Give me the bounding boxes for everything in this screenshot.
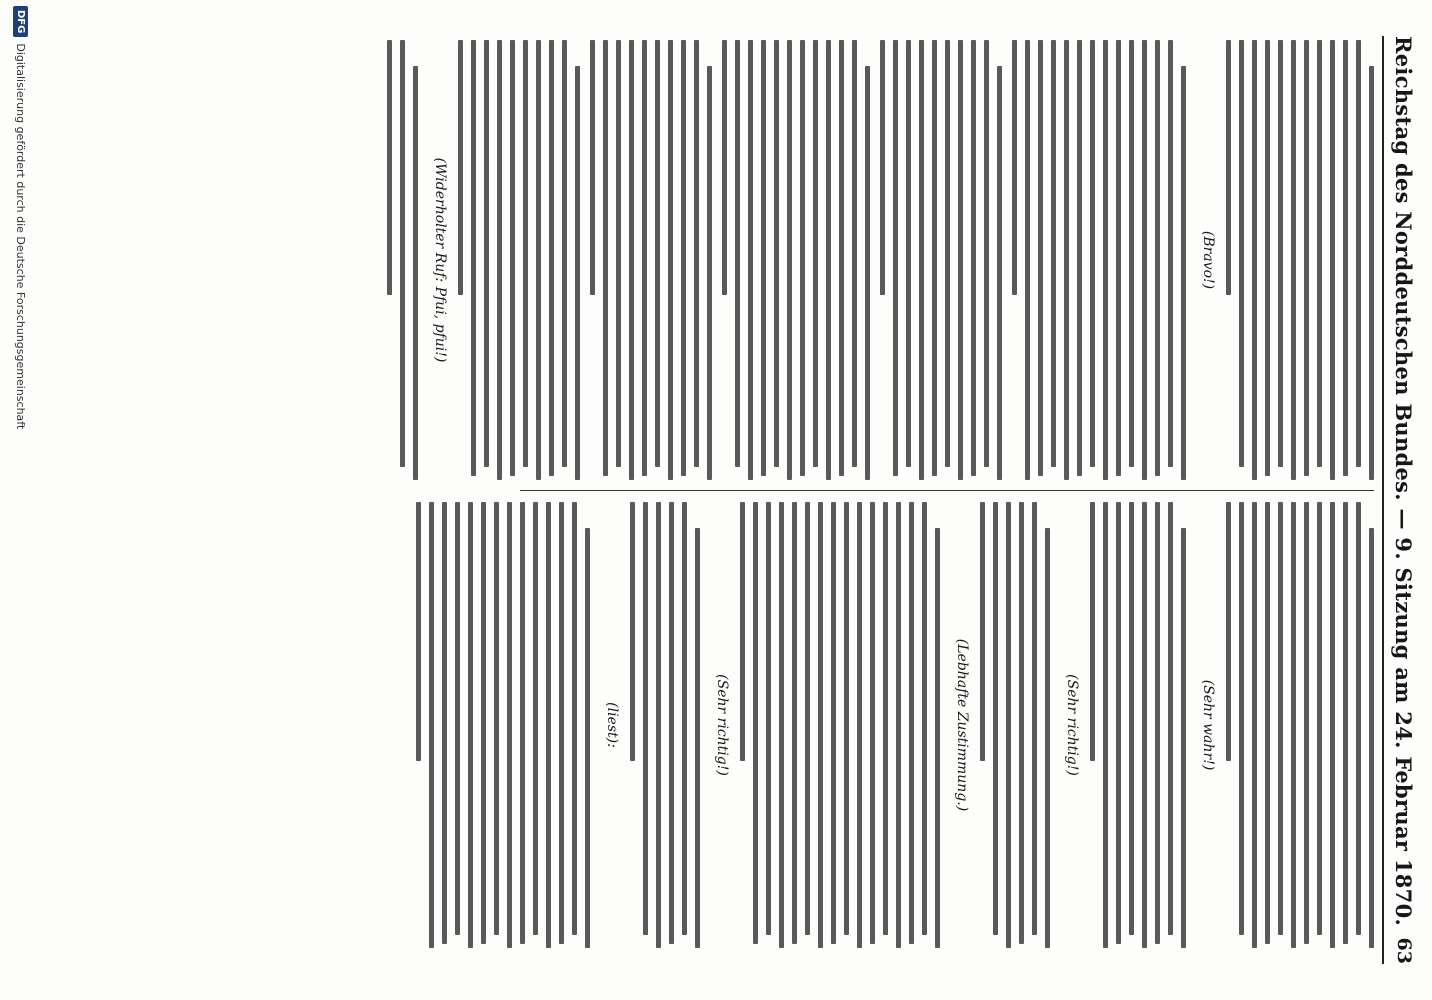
text-line: [681, 40, 686, 476]
text-line: [497, 40, 502, 480]
text-line: [603, 40, 608, 476]
text-line: [546, 502, 551, 948]
text-line: [429, 502, 434, 948]
text-line: [1265, 502, 1270, 944]
paragraph: [980, 502, 1050, 948]
text-line: [852, 40, 857, 467]
text-line: [1239, 40, 1244, 467]
text-line: [1142, 40, 1147, 480]
text-line: [787, 40, 792, 480]
text-line: [1116, 40, 1121, 476]
text-line: [1168, 40, 1173, 467]
paragraph: [416, 502, 590, 948]
text-line: [906, 40, 911, 467]
text-line: [1103, 40, 1108, 480]
stage-direction: (Bravo!): [1200, 230, 1216, 290]
text-line: [642, 40, 647, 476]
text-line: [766, 502, 771, 935]
text-line: [1278, 502, 1283, 935]
text-line: [844, 502, 849, 935]
text-line: [1317, 40, 1322, 467]
text-line: [857, 502, 862, 948]
text-line: [442, 502, 447, 944]
text-column-left: [44, 40, 1374, 480]
text-line: [839, 40, 844, 476]
text-line: [1051, 40, 1056, 467]
text-line: [1181, 528, 1186, 948]
text-line: [400, 40, 405, 467]
text-line: [1330, 40, 1335, 480]
text-line: [1265, 40, 1270, 476]
text-line: [880, 40, 885, 295]
stage-direction: (Lebhafte Zustimmung.): [954, 638, 970, 812]
text-line: [655, 40, 660, 467]
text-line: [494, 502, 499, 935]
text-line: [997, 66, 1002, 480]
text-line: [1369, 528, 1374, 948]
text-line: [774, 40, 779, 467]
text-line: [707, 66, 712, 480]
text-line: [1012, 40, 1017, 295]
paragraph: [458, 40, 580, 480]
paragraph: [1226, 40, 1374, 480]
text-line: [1064, 40, 1069, 480]
stage-direction: (Sehr richtig!): [714, 674, 730, 776]
text-line: [549, 40, 554, 476]
text-line: [1343, 40, 1348, 476]
text-line: [1116, 502, 1121, 944]
stage-direction: (liest):: [604, 702, 620, 748]
text-line: [984, 40, 989, 467]
text-line: [616, 40, 621, 467]
text-line: [694, 40, 699, 467]
digitization-credit: [8, 0, 34, 1000]
text-line: [695, 528, 700, 948]
text-line: [590, 40, 595, 295]
text-line: [458, 40, 463, 295]
text-line: [1155, 502, 1160, 944]
text-line: [958, 40, 963, 480]
text-line: [1155, 40, 1160, 476]
dfg-logo: DFG: [14, 6, 29, 37]
text-line: [1019, 502, 1024, 944]
paragraph: [1012, 40, 1186, 480]
text-line: [468, 502, 473, 948]
paragraph: [387, 40, 418, 480]
text-line: [1317, 502, 1322, 935]
text-line: [575, 66, 580, 480]
text-line: [993, 502, 998, 935]
text-line: [416, 502, 421, 761]
text-line: [935, 528, 940, 948]
text-line: [656, 502, 661, 948]
text-line: [919, 40, 924, 480]
text-line: [800, 40, 805, 476]
text-line: [507, 502, 512, 948]
paragraph: [740, 502, 940, 948]
text-line: [1330, 502, 1335, 948]
text-line: [1077, 40, 1082, 476]
text-line: [1168, 502, 1173, 935]
text-line: [896, 502, 901, 948]
text-line: [865, 66, 870, 480]
column-divider: [520, 490, 1374, 491]
running-head: [1382, 36, 1424, 964]
text-line: [1090, 502, 1095, 761]
text-line: [1278, 40, 1283, 467]
text-line: [761, 40, 766, 476]
text-line: [630, 502, 635, 761]
text-line: [971, 40, 976, 476]
text-line: [572, 502, 577, 935]
text-line: [669, 502, 674, 944]
text-line: [1226, 502, 1231, 761]
text-line: [932, 40, 937, 476]
text-line: [533, 502, 538, 935]
text-line: [826, 40, 831, 480]
paragraph: [880, 40, 1002, 480]
text-line: [753, 502, 758, 944]
text-line: [1356, 40, 1361, 467]
paragraph: [630, 502, 700, 948]
text-line: [1006, 502, 1011, 948]
text-line: [813, 40, 818, 467]
text-line: [883, 502, 888, 935]
text-line: [818, 502, 823, 948]
text-line: [740, 502, 745, 761]
text-line: [1343, 502, 1348, 944]
text-line: [481, 502, 486, 944]
text-line: [1304, 502, 1309, 944]
text-line: [1291, 502, 1296, 948]
text-line: [559, 502, 564, 944]
text-line: [455, 502, 460, 935]
text-line: [1291, 40, 1296, 480]
text-line: [1038, 40, 1043, 476]
text-line: [893, 40, 898, 476]
text-line: [831, 502, 836, 944]
text-line: [471, 40, 476, 476]
text-line: [1239, 502, 1244, 935]
text-line: [748, 40, 753, 480]
text-line: [1129, 502, 1134, 935]
paragraph: [590, 40, 712, 480]
text-line: [484, 40, 489, 467]
text-line: [523, 40, 528, 467]
text-line: [536, 40, 541, 480]
page-number: 63: [1393, 937, 1415, 964]
text-column-right: [44, 502, 1374, 948]
text-line: [1252, 502, 1257, 948]
text-line: [629, 40, 634, 480]
text-line: [909, 502, 914, 944]
text-line: [735, 40, 740, 467]
text-line: [1032, 502, 1037, 935]
paragraph: [722, 40, 870, 480]
text-line: [1356, 502, 1361, 935]
text-line: [1181, 66, 1186, 480]
text-line: [1252, 40, 1257, 480]
text-line: [792, 502, 797, 944]
paragraph: [1226, 502, 1374, 948]
credit-text: Digitalisierung gefördert durch die Deutsche Forschungsgemeinschaft: [14, 43, 28, 430]
text-line: [1090, 40, 1095, 467]
text-line: [922, 502, 927, 935]
text-line: [1369, 66, 1374, 480]
stage-direction: (Sehr richtig!): [1064, 674, 1080, 776]
text-line: [1142, 502, 1147, 948]
text-line: [520, 502, 525, 944]
text-line: [1045, 528, 1050, 948]
text-line: [643, 502, 648, 935]
stage-direction: (Widerholter Ruf: Pfui, pfui!): [432, 157, 448, 363]
text-line: [668, 40, 673, 480]
text-line: [980, 502, 985, 761]
text-line: [585, 528, 590, 948]
text-line: [1025, 40, 1030, 480]
page-title: Reichstag des Norddeutschen Bundes. — 9. Sitzung am 24. Februar 1870.: [1391, 36, 1417, 927]
text-line: [945, 40, 950, 467]
text-line: [1103, 502, 1108, 948]
text-line: [722, 40, 727, 295]
text-line: [387, 40, 392, 295]
text-line: [779, 502, 784, 948]
text-line: [1129, 40, 1134, 467]
text-line: [562, 40, 567, 467]
paragraph: [1090, 502, 1186, 948]
text-line: [510, 40, 515, 476]
text-line: [1304, 40, 1309, 476]
text-line: [870, 502, 875, 944]
text-line: [805, 502, 810, 935]
text-line: [1226, 40, 1231, 295]
stage-direction: (Sehr wahr!): [1200, 679, 1216, 771]
text-line: [413, 66, 418, 480]
text-line: [682, 502, 687, 935]
